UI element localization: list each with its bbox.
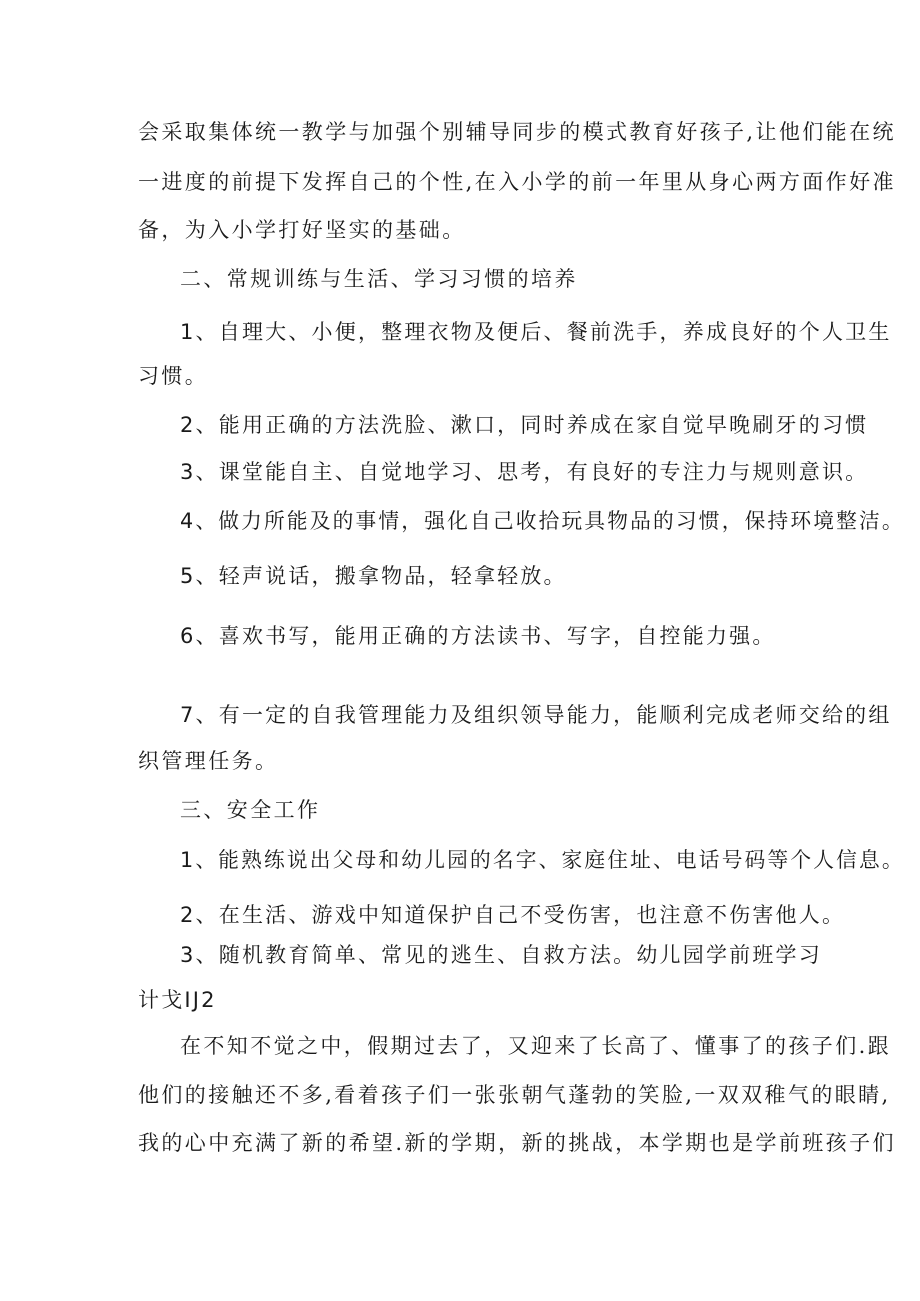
next-paragraph-line-3: 我的心中充满了新的希望.新的学期，新的挑战，本学期也是学前班孩子们 — [138, 1131, 896, 1155]
section-2-heading: 二、常规训练与生活、学习习惯的培养 — [180, 267, 578, 291]
next-paragraph-line-2: 他们的接触还不多,看着孩子们一张张朝气蓬勃的笑脸,一双双稚气的眼睛, — [138, 1083, 891, 1107]
section-2-item-1-line-1: 1、自理大、小便，整理衣物及便后、餐前洗手，养成良好的个人卫生 — [180, 320, 892, 344]
intro-line-1: 会采取集体统一教学与加强个别辅导同步的模式教育好孩子,让他们能在统 — [138, 120, 896, 144]
section-2-item-3: 3、课堂能自主、自觉地学习、思考，有良好的专注力与规则意识。 — [180, 460, 869, 484]
intro-line-3: 备，为入小学打好坚实的基础。 — [138, 218, 466, 242]
section-2-item-2: 2、能用正确的方法洗脸、漱口，同时养成在家自觉早晚刷牙的习惯 — [180, 413, 869, 437]
next-section-title: 计戈IJ2 — [138, 988, 217, 1012]
section-2-item-7-line-1: 7、有一定的自我管理能力及组织领导能力，能顺利完成老师交给的组 — [180, 703, 892, 727]
section-2-item-4: 4、做力所能及的事情，强化自己收拾玩具物品的习惯，保持环境整洁。 — [180, 509, 905, 533]
section-2-item-6: 6、喜欢书写，能用正确的方法读书、写字，自控能力强。 — [180, 624, 776, 648]
section-3-heading: 三、安全工作 — [180, 798, 321, 822]
section-2-item-1-line-2: 习惯。 — [138, 364, 209, 388]
next-paragraph-line-1: 在不知不觉之中，假期过去了，又迎来了长高了、懂事了的孩子们.跟 — [180, 1034, 892, 1058]
section-2-item-5: 5、轻声说话，搬拿物品，轻拿轻放。 — [180, 564, 567, 588]
section-2-item-7-line-2: 织管理任务。 — [138, 749, 279, 773]
section-3-item-2: 2、在生活、游戏中知道保护自己不受伤害，也注意不伤害他人。 — [180, 903, 846, 927]
section-3-item-3: 3、随机教育简单、常见的逃生、自救方法。幼儿园学前班学习 — [180, 943, 822, 967]
intro-line-2: 一进度的前提下发挥自己的个性,在入小学的前一年里从身心两方面作好准 — [138, 170, 896, 194]
section-3-item-1: 1、能熟练说出父母和幼儿园的名字、家庭住址、电话号码等个人信息。 — [180, 848, 905, 872]
